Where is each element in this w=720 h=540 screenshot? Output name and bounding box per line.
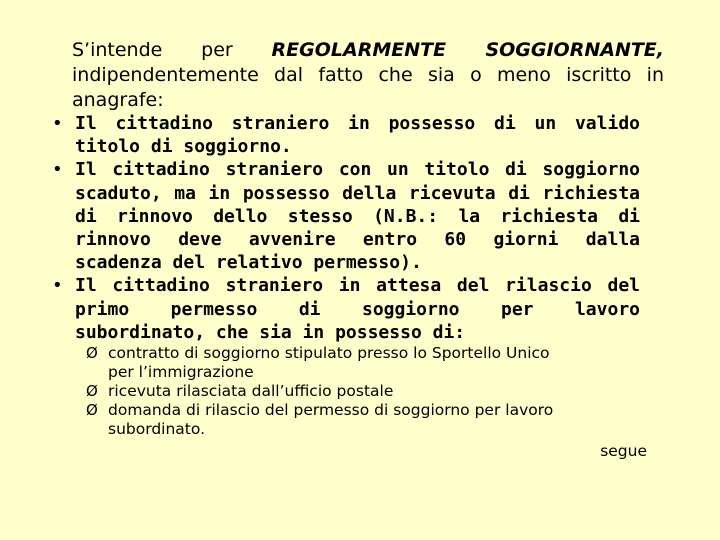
sub-line: ricevuta rilasciata dall’ufficio postale bbox=[108, 382, 394, 400]
sub-line: contratto di soggiorno stipulato presso lo Sportello Unico bbox=[108, 344, 550, 362]
intro-emphasis: REGOLARMENTE SOGGIORNANTE, bbox=[271, 39, 665, 61]
sub-line: per l’immigrazione bbox=[108, 363, 254, 381]
sub-item bbox=[86, 344, 642, 382]
bullet-line: rinnovo deve avvenire entro 60 giorni dalla bbox=[75, 229, 640, 251]
intro-paragraph bbox=[72, 38, 664, 113]
bullet-line: Il cittadino straniero in possesso di un valido bbox=[75, 113, 640, 134]
sub-line: domanda di rilascio del permesso di soggiorno per lavoro bbox=[108, 401, 554, 419]
bullet-line: Il cittadino straniero con un titolo di soggiorno bbox=[75, 159, 640, 181]
intro-prefix: S’intende per bbox=[72, 39, 233, 61]
intro-line-2: indipendentemente dal fatto che sia o meno iscritto in bbox=[72, 64, 664, 86]
intro-line-3: anagrafe: bbox=[72, 89, 164, 111]
bullet-line: scadenza del relativo permesso). bbox=[75, 252, 422, 274]
bullet-item bbox=[44, 112, 640, 158]
bullet-line: scaduto, ma in possesso della ricevuta di richiesta bbox=[75, 182, 640, 204]
sub-line: subordinato. bbox=[108, 420, 206, 438]
bullet-line: primo permesso di soggiorno per lavoro bbox=[75, 298, 640, 320]
arrow-bullet-icon: Ø bbox=[86, 382, 98, 400]
bullet-marker: • bbox=[52, 113, 63, 134]
bullet-marker: • bbox=[52, 275, 63, 297]
sub-item bbox=[86, 382, 642, 401]
bullet-list bbox=[44, 112, 640, 344]
intro-line-1 bbox=[72, 38, 664, 63]
bullet-marker: • bbox=[52, 159, 63, 181]
bullet-line: di rinnovo dello stesso (N.B.: la richiesta di bbox=[75, 205, 640, 227]
sub-item bbox=[86, 401, 642, 439]
sub-list bbox=[86, 344, 642, 439]
arrow-bullet-icon: Ø bbox=[86, 401, 98, 419]
bullet-line: subordinato, che sia in possesso di: bbox=[75, 321, 466, 343]
bullet-line: Il cittadino straniero in attesa del rilascio del bbox=[75, 275, 640, 297]
bullet-line: titolo di soggiorno. bbox=[75, 136, 292, 158]
bullet-item bbox=[44, 274, 640, 344]
bullet-item bbox=[44, 158, 640, 274]
segue-label: segue bbox=[600, 442, 647, 460]
arrow-bullet-icon: Ø bbox=[86, 344, 98, 362]
